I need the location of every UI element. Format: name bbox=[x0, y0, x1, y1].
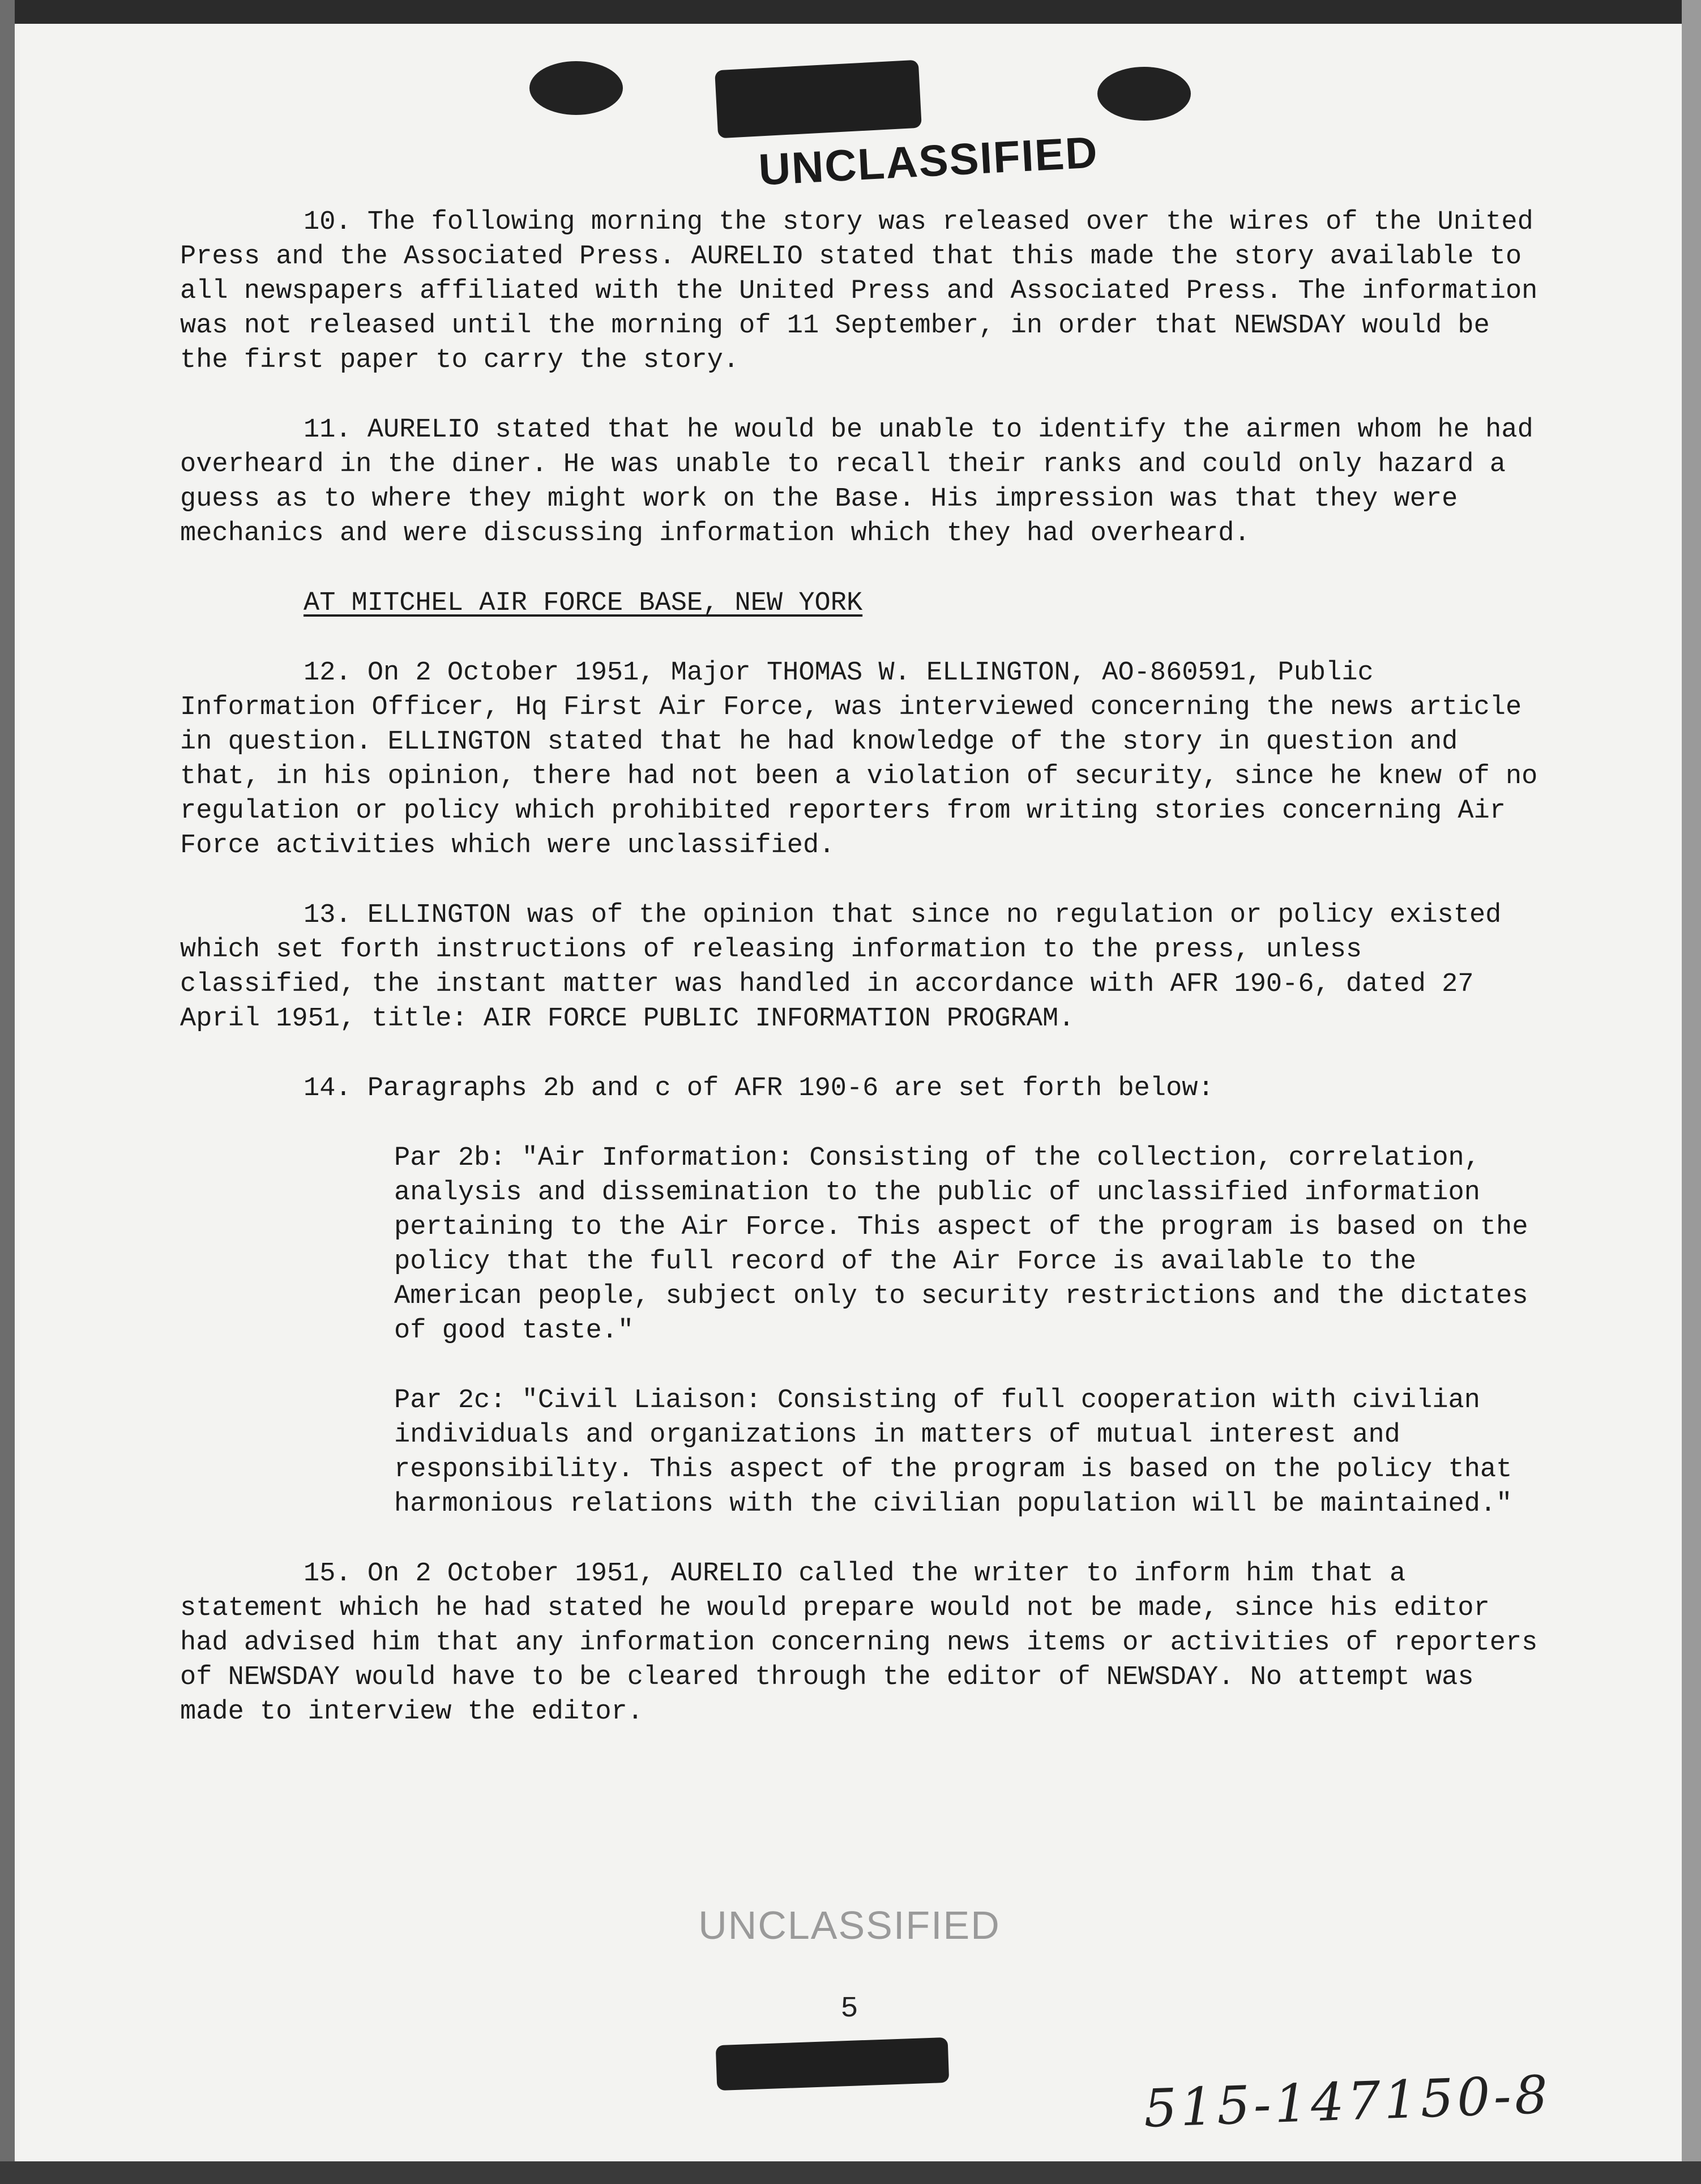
scan-border-bottom bbox=[0, 2161, 1701, 2184]
paragraph-14 bbox=[180, 1071, 1550, 1106]
quote-text: "Air Information: Consisting of the collection, correlation, analysis and dissemination to the public of unclassified information pertaining to the Air Force. This aspect of the program is based on the policy that the full record of the Air Force is available to the American people, subject only to security restrictions and the dictates of good taste." bbox=[394, 1143, 1528, 1346]
punch-hole-right bbox=[1097, 67, 1191, 121]
quote-text: "Civil Liaison: Consisting of full cooperation with civilian individuals and organizations in matters of mutual interest and responsibility. This aspect of the program is based on the policy that harmonious relations with the civilian population will be maintained." bbox=[394, 1386, 1512, 1519]
quote-par-2c bbox=[394, 1383, 1550, 1521]
paragraph-11 bbox=[180, 413, 1550, 551]
paragraph-12 bbox=[180, 656, 1550, 863]
paragraph-10 bbox=[180, 205, 1550, 378]
document-body bbox=[180, 205, 1550, 1729]
classification-stamp-bottom: UNCLASSIFIED bbox=[698, 1903, 1001, 1947]
paragraph-number: 14. bbox=[304, 1074, 352, 1104]
file-number-handwritten: 515-147150-8 bbox=[1143, 2064, 1552, 2139]
paragraph-text: AURELIO stated that he would be unable to identify the airmen whom he had overheard in the diner. He was unable to recall their ranks and could only hazard a guess as to where they might work on the Base. His impression was that they were mechanics and were discussing information which they had overheard. bbox=[180, 415, 1533, 549]
paragraph-15 bbox=[180, 1557, 1550, 1729]
paragraph-text: Paragraphs 2b and c of AFR 190-6 are set forth below: bbox=[367, 1074, 1214, 1104]
scan-border-right bbox=[1682, 0, 1701, 2184]
paragraph-text: On 2 October 1951, Major THOMAS W. ELLINGTON, AO-860591, Public Information Officer, Hq First Air Force, was interviewed concerning the news article in question. ELLINGTON stated that he had knowledge of the story in question and that, in his opinion, there had not been a violation of security, since he knew of no regulation or policy which prohibited reporters from writing stories concerning Air Force activities which were unclassified. bbox=[180, 658, 1538, 861]
quote-par-2b bbox=[394, 1141, 1550, 1348]
paragraph-text: ELLINGTON was of the opinion that since no regulation or policy existed which set forth instructions of releasing information to the press, unless classified, the instant matter was handled in accordance with AFR 190-6, dated 27 April 1951, title: AIR FORCE PUBLIC INFORMATION PROGRAM. bbox=[180, 900, 1502, 1034]
paragraph-text: On 2 October 1951, AURELIO called the writer to inform him that a statement which he had stated he would prepare would not be made, since his editor had advised him that any information concerning news items or activities of reporters of NEWSDAY would have to be cleared through the editor of NEWSDAY. No attempt was made to interview the editor. bbox=[180, 1559, 1538, 1727]
paragraph-number: 15. bbox=[304, 1559, 352, 1589]
quote-label: Par 2b: bbox=[394, 1143, 506, 1173]
paragraph-13 bbox=[180, 898, 1550, 1036]
paragraph-number: 12. bbox=[304, 658, 352, 688]
punch-hole-left bbox=[529, 61, 623, 115]
paragraph-text: The following morning the story was released over the wires of the United Press and the Associated Press. AURELIO stated that this made the story available to all newspapers affiliated with the United Press and Associated Press. The information was not released until the morning of 11 September, in order that NEWSDAY would be the first paper to carry the story. bbox=[180, 207, 1538, 375]
redaction-top bbox=[715, 60, 922, 139]
classification-stamp-top: UNCLASSIFIED bbox=[757, 127, 1100, 195]
redaction-bottom bbox=[716, 2037, 950, 2091]
paragraph-number: 11. bbox=[304, 415, 352, 445]
page-number: 5 bbox=[840, 1992, 858, 2025]
quote-label: Par 2c: bbox=[394, 1386, 506, 1416]
scan-border-top bbox=[0, 0, 1701, 24]
scan-border-left bbox=[0, 0, 15, 2184]
paragraph-number: 10. bbox=[304, 207, 352, 237]
paragraph-number: 13. bbox=[304, 900, 352, 930]
section-heading: AT MITCHEL AIR FORCE BASE, NEW YORK bbox=[304, 588, 863, 618]
